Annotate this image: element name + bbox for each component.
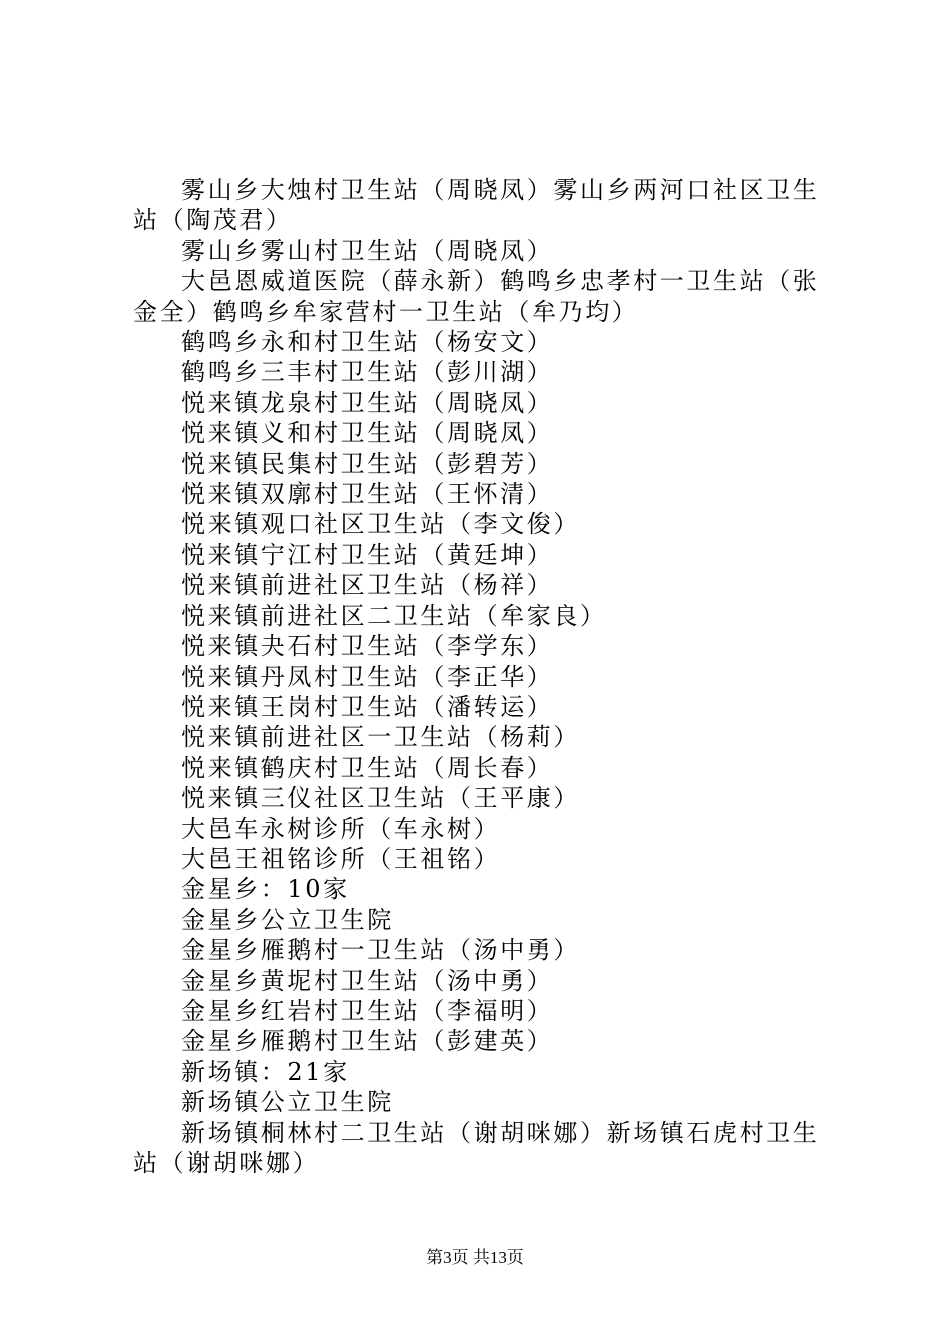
paragraph: 新场镇公立卫生院 [181, 1088, 394, 1117]
paragraph: 悦来镇宁江村卫生站（黄廷坤） [181, 540, 554, 569]
document-body [133, 175, 833, 1178]
paragraph: 金星乡雁鹅村卫生站（彭建英） [181, 1027, 554, 1056]
paragraph: 新场镇桐林村二卫生站（谢胡咪娜）新场镇石虎村卫生站（谢胡咪娜） [133, 1118, 820, 1177]
paragraph: 雾山乡大烛村卫生站（周晓凤）雾山乡两河口社区卫生站（陶茂君） [133, 176, 820, 235]
paragraph: 鹤鸣乡三丰村卫生站（彭川湖） [181, 358, 554, 387]
section-heading: 新场镇：21家 [181, 1057, 350, 1086]
paragraph: 悦来镇民集村卫生站（彭碧芳） [181, 449, 554, 478]
paragraph: 大邑恩威道医院（薛永新）鹤鸣乡忠孝村一卫生站（张金全）鹤鸣乡牟家营村一卫生站（牟乃均） [133, 267, 820, 326]
paragraph: 金星乡黄坭村卫生站（汤中勇） [181, 966, 554, 995]
paragraph: 悦来镇观口社区卫生站（李文俊） [181, 510, 580, 539]
page-footer: 第3页 共13页 [426, 1248, 524, 1267]
paragraph: 金星乡红岩村卫生站（李福明） [181, 996, 554, 1025]
paragraph: 金星乡雁鹅村一卫生站（汤中勇） [181, 936, 580, 965]
paragraph: 悦来镇丹凤村卫生站（李正华） [181, 662, 554, 691]
paragraph: 大邑王祖铭诊所（王祖铭） [181, 844, 501, 873]
paragraph: 大邑车永树诊所（车永树） [181, 814, 501, 843]
paragraph: 悦来镇义和村卫生站（周晓凤） [181, 419, 554, 448]
paragraph: 金星乡公立卫生院 [181, 905, 394, 934]
paragraph: 悦来镇夬石村卫生站（李学东） [181, 632, 554, 661]
paragraph: 悦来镇鹤庆村卫生站（周长春） [181, 753, 554, 782]
paragraph: 悦来镇双廓村卫生站（王怀清） [181, 480, 554, 509]
paragraph: 悦来镇三仪社区卫生站（王平康） [181, 784, 580, 813]
paragraph: 鹤鸣乡永和村卫生站（杨安文） [181, 328, 554, 357]
paragraph: 雾山乡雾山村卫生站（周晓凤） [181, 236, 554, 265]
paragraph: 悦来镇前进社区一卫生站（杨莉） [181, 723, 580, 752]
paragraph: 悦来镇龙泉村卫生站（周晓凤） [181, 388, 554, 417]
section-heading: 金星乡：10家 [181, 875, 350, 904]
paragraph: 悦来镇前进社区二卫生站（牟家良） [181, 601, 607, 630]
paragraph: 悦来镇王岗村卫生站（潘转运） [181, 692, 554, 721]
paragraph: 悦来镇前进社区卫生站（杨祥） [181, 571, 554, 600]
